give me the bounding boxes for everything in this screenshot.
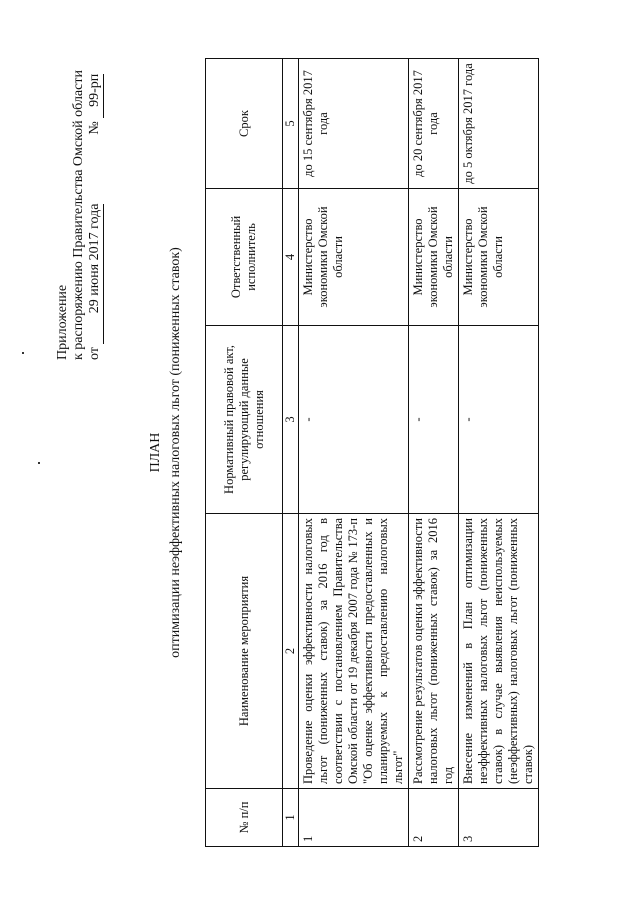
header-act: Нормативный правовой акт, регулирующий данные отношения	[206, 326, 283, 514]
appendix-block	[55, 70, 104, 360]
appendix-line2: к распоряжению Правительства Омской области	[71, 70, 86, 360]
plan-table	[205, 58, 539, 847]
column-number: 1	[283, 789, 299, 847]
appendix-date: 29 июня 2017 года	[87, 204, 104, 344]
page-title: ПЛАН	[148, 432, 163, 473]
column-numbers-row	[283, 59, 299, 847]
table-row	[459, 59, 539, 847]
row-num: 1	[299, 789, 409, 847]
header-term: Срок	[206, 59, 283, 189]
appendix-date-line: от 29 июня 2017 года № 99-рп	[87, 73, 102, 360]
table-row	[409, 59, 459, 847]
row-num: 2	[409, 789, 459, 847]
row-name: Внесение изменений в План оптимизации неэффективных налоговых льгот (пониженных ставок) в случае выявления неиспользуемых (неэффективных) налоговых льгот (пониженных ставок)	[459, 514, 539, 789]
row-num: 3	[459, 789, 539, 847]
row-act: -	[409, 326, 459, 514]
column-number: 2	[283, 514, 299, 789]
row-term: до 20 сентября 2017 года	[409, 59, 459, 189]
appendix-number: 99-рп	[87, 74, 104, 118]
row-act: -	[299, 326, 409, 514]
row-act: -	[459, 326, 539, 514]
table-row	[299, 59, 409, 847]
header-row	[206, 59, 283, 847]
header-name: Наименование мероприятия	[206, 514, 283, 789]
row-executor: Министерство экономики Омской области	[299, 189, 409, 326]
header-num: № п/п	[206, 789, 283, 847]
row-name: Рассмотрение результатов оценки эффективности налоговых льгот (пониженных ставок) за 2016 год	[409, 514, 459, 789]
column-number: 3	[283, 326, 299, 514]
column-number: 5	[283, 59, 299, 189]
page-subtitle: оптимизации неэффективных налоговых льгот (пониженных ставок)	[168, 247, 183, 658]
row-name: Проведение оценки эффективности налоговых льгот (пониженных ставок) за 2016 год в соответствии с постановлением Правительства Омской области от 19 декабря 2007 года № 173-п "Об оценке эффективности предоставленных и планируемых к предоставлению налоговых льгот"	[299, 514, 409, 789]
row-term: до 5 октября 2017 года	[459, 59, 539, 189]
appendix-line1: Приложение	[55, 284, 70, 360]
header-executor: Ответственный исполнитель	[206, 189, 283, 326]
row-executor: Министерство экономики Омской области	[459, 189, 539, 326]
row-executor: Министерство экономики Омской области	[409, 189, 459, 326]
column-number: 4	[283, 189, 299, 326]
row-term: до 15 сентября 2017 года	[299, 59, 409, 189]
